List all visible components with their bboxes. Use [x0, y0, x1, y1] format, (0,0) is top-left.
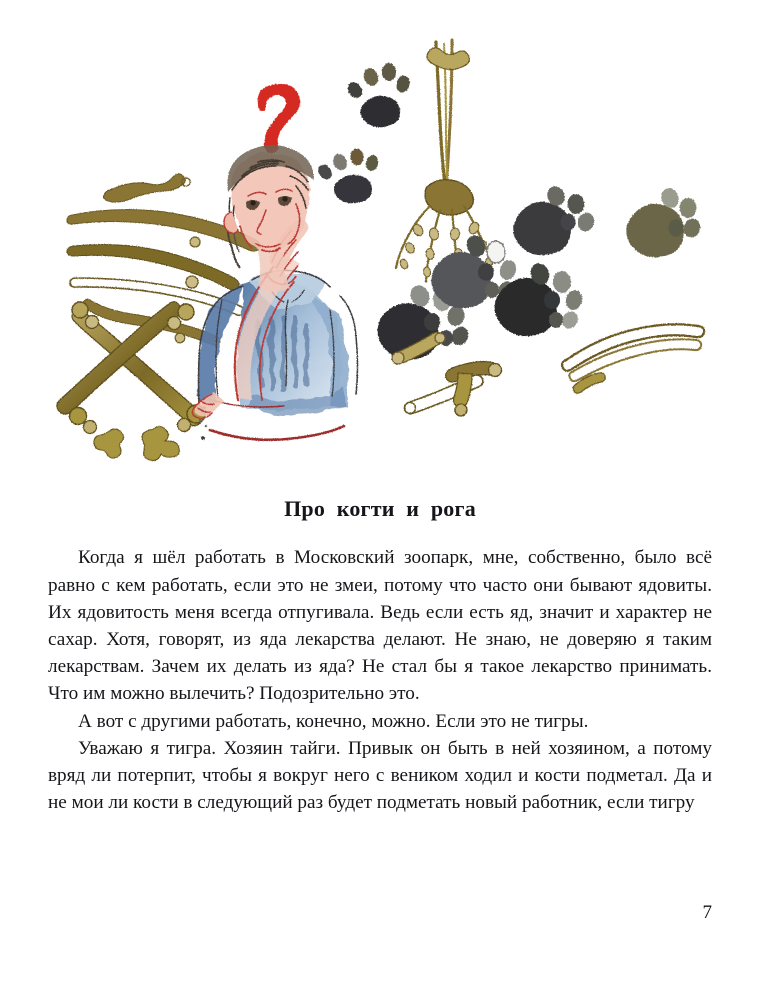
- paragraph-2: А вот с другими работать, конечно, можно. Если это не тигры.: [78, 710, 589, 732]
- cat-paw-print-middle: [315, 148, 379, 203]
- chapter-title: Про когти и рога: [284, 496, 476, 521]
- cat-paw-print-upper: [345, 63, 412, 128]
- bear-paw-print-far-left: [513, 183, 596, 255]
- boy-figure: [192, 145, 357, 440]
- bear-paw-print-far-right: [626, 185, 702, 257]
- paragraph-3: Уважаю я тигра. Хозяин тайги. Привык он быть в ней хозяином, а потому вряд ли потерпит, чтобы я вокруг него с веником ходил и кости подметал. Да и не мои ли кости в следующий раз будет подметать новый работник, если тигру: [48, 737, 712, 814]
- question-mark: [258, 84, 301, 153]
- boy-left-hand: [192, 392, 224, 418]
- boy-head: [224, 145, 314, 268]
- illustration: [0, 0, 762, 480]
- paragraph-1: Когда я шёл работать в Московский зоопарк, мне, собственно, было всё равно с кем работать, если это не змеи, потому что часто они бывают ядовиты. Их ядовитость меня всегда отпугивала. Ведь если есть яд, значит и характер не сахар. Хотя, говорят, из яда лекарства делают. Не знаю, не доверяю я таким лекарствам. Зачем их делать из яда? Не стал бы я такое лекарство принимать. Что им можно вылечить? Подозрительно это.: [48, 547, 712, 705]
- scattered-bones-right: [392, 324, 704, 416]
- text-block: [48, 496, 712, 816]
- page-number: 7: [702, 902, 712, 923]
